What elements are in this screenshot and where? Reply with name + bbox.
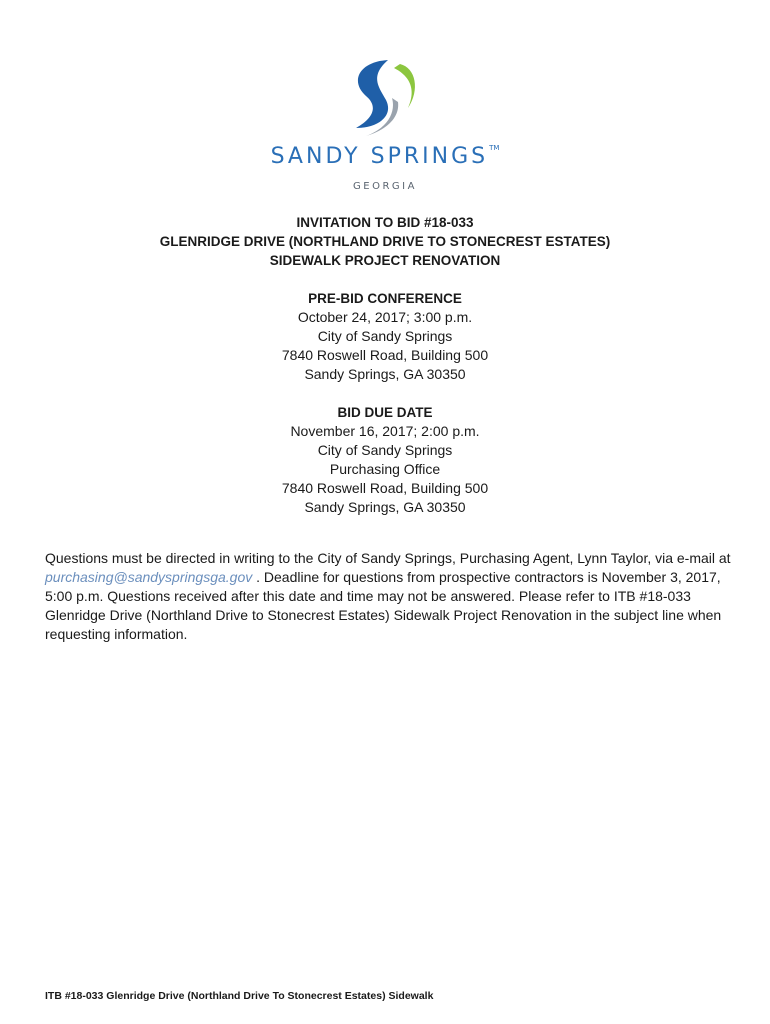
questions-paragraph xyxy=(45,549,735,644)
due-org: City of Sandy Springs xyxy=(317,442,453,458)
logo-wordmark: SANDY SPRINGS™ xyxy=(270,144,500,169)
questions-intro: Questions must be directed in writing to the City of Sandy Springs, Purchasing Agent, Lynn Taylor, via e-mail at xyxy=(45,550,731,566)
prebid-conference-section xyxy=(0,289,770,384)
title-line-2: GLENRIDGE DRIVE (NORTHLAND DRIVE TO STONECREST ESTATES) xyxy=(159,234,611,249)
due-office: Purchasing Office xyxy=(329,461,441,477)
sandy-springs-swirl-logo-icon xyxy=(330,58,440,138)
prebid-heading: PRE-BID CONFERENCE xyxy=(308,291,462,306)
page-footer: ITB #18-033 Glenridge Drive (Northland Drive To Stonecrest Estates) Sidewalk xyxy=(45,990,434,1002)
prebid-city: Sandy Springs, GA 30350 xyxy=(304,366,466,382)
prebid-date: October 24, 2017; 3:00 p.m. xyxy=(297,309,473,325)
logo-subtitle: GEORGIA xyxy=(353,181,417,192)
due-date: November 16, 2017; 2:00 p.m. xyxy=(290,423,480,439)
document-title xyxy=(0,213,770,270)
bid-due-date-section xyxy=(0,403,770,517)
prebid-address: 7840 Roswell Road, Building 500 xyxy=(281,347,489,363)
due-address: 7840 Roswell Road, Building 500 xyxy=(281,480,489,496)
due-city: Sandy Springs, GA 30350 xyxy=(304,499,466,515)
purchasing-email-link[interactable]: purchasing@sandyspringsga.gov xyxy=(45,569,253,585)
title-line-3: SIDEWALK PROJECT RENOVATION xyxy=(269,253,501,268)
due-heading: BID DUE DATE xyxy=(337,405,433,420)
sandy-springs-logo xyxy=(0,58,770,192)
questions-rest: . Deadline for questions from prospective contractors is November 3, 2017, 5:00 p.m. Questions received after this date and time may not be answered. Please refer to ITB #18-033 Glenridge Drive (Northland Drive to Stonecrest Estates) Sidewalk Project Renovation in the subject line when requesting information. xyxy=(45,569,722,642)
prebid-org: City of Sandy Springs xyxy=(317,328,453,344)
title-line-1: INVITATION TO BID #18-033 xyxy=(296,215,474,230)
